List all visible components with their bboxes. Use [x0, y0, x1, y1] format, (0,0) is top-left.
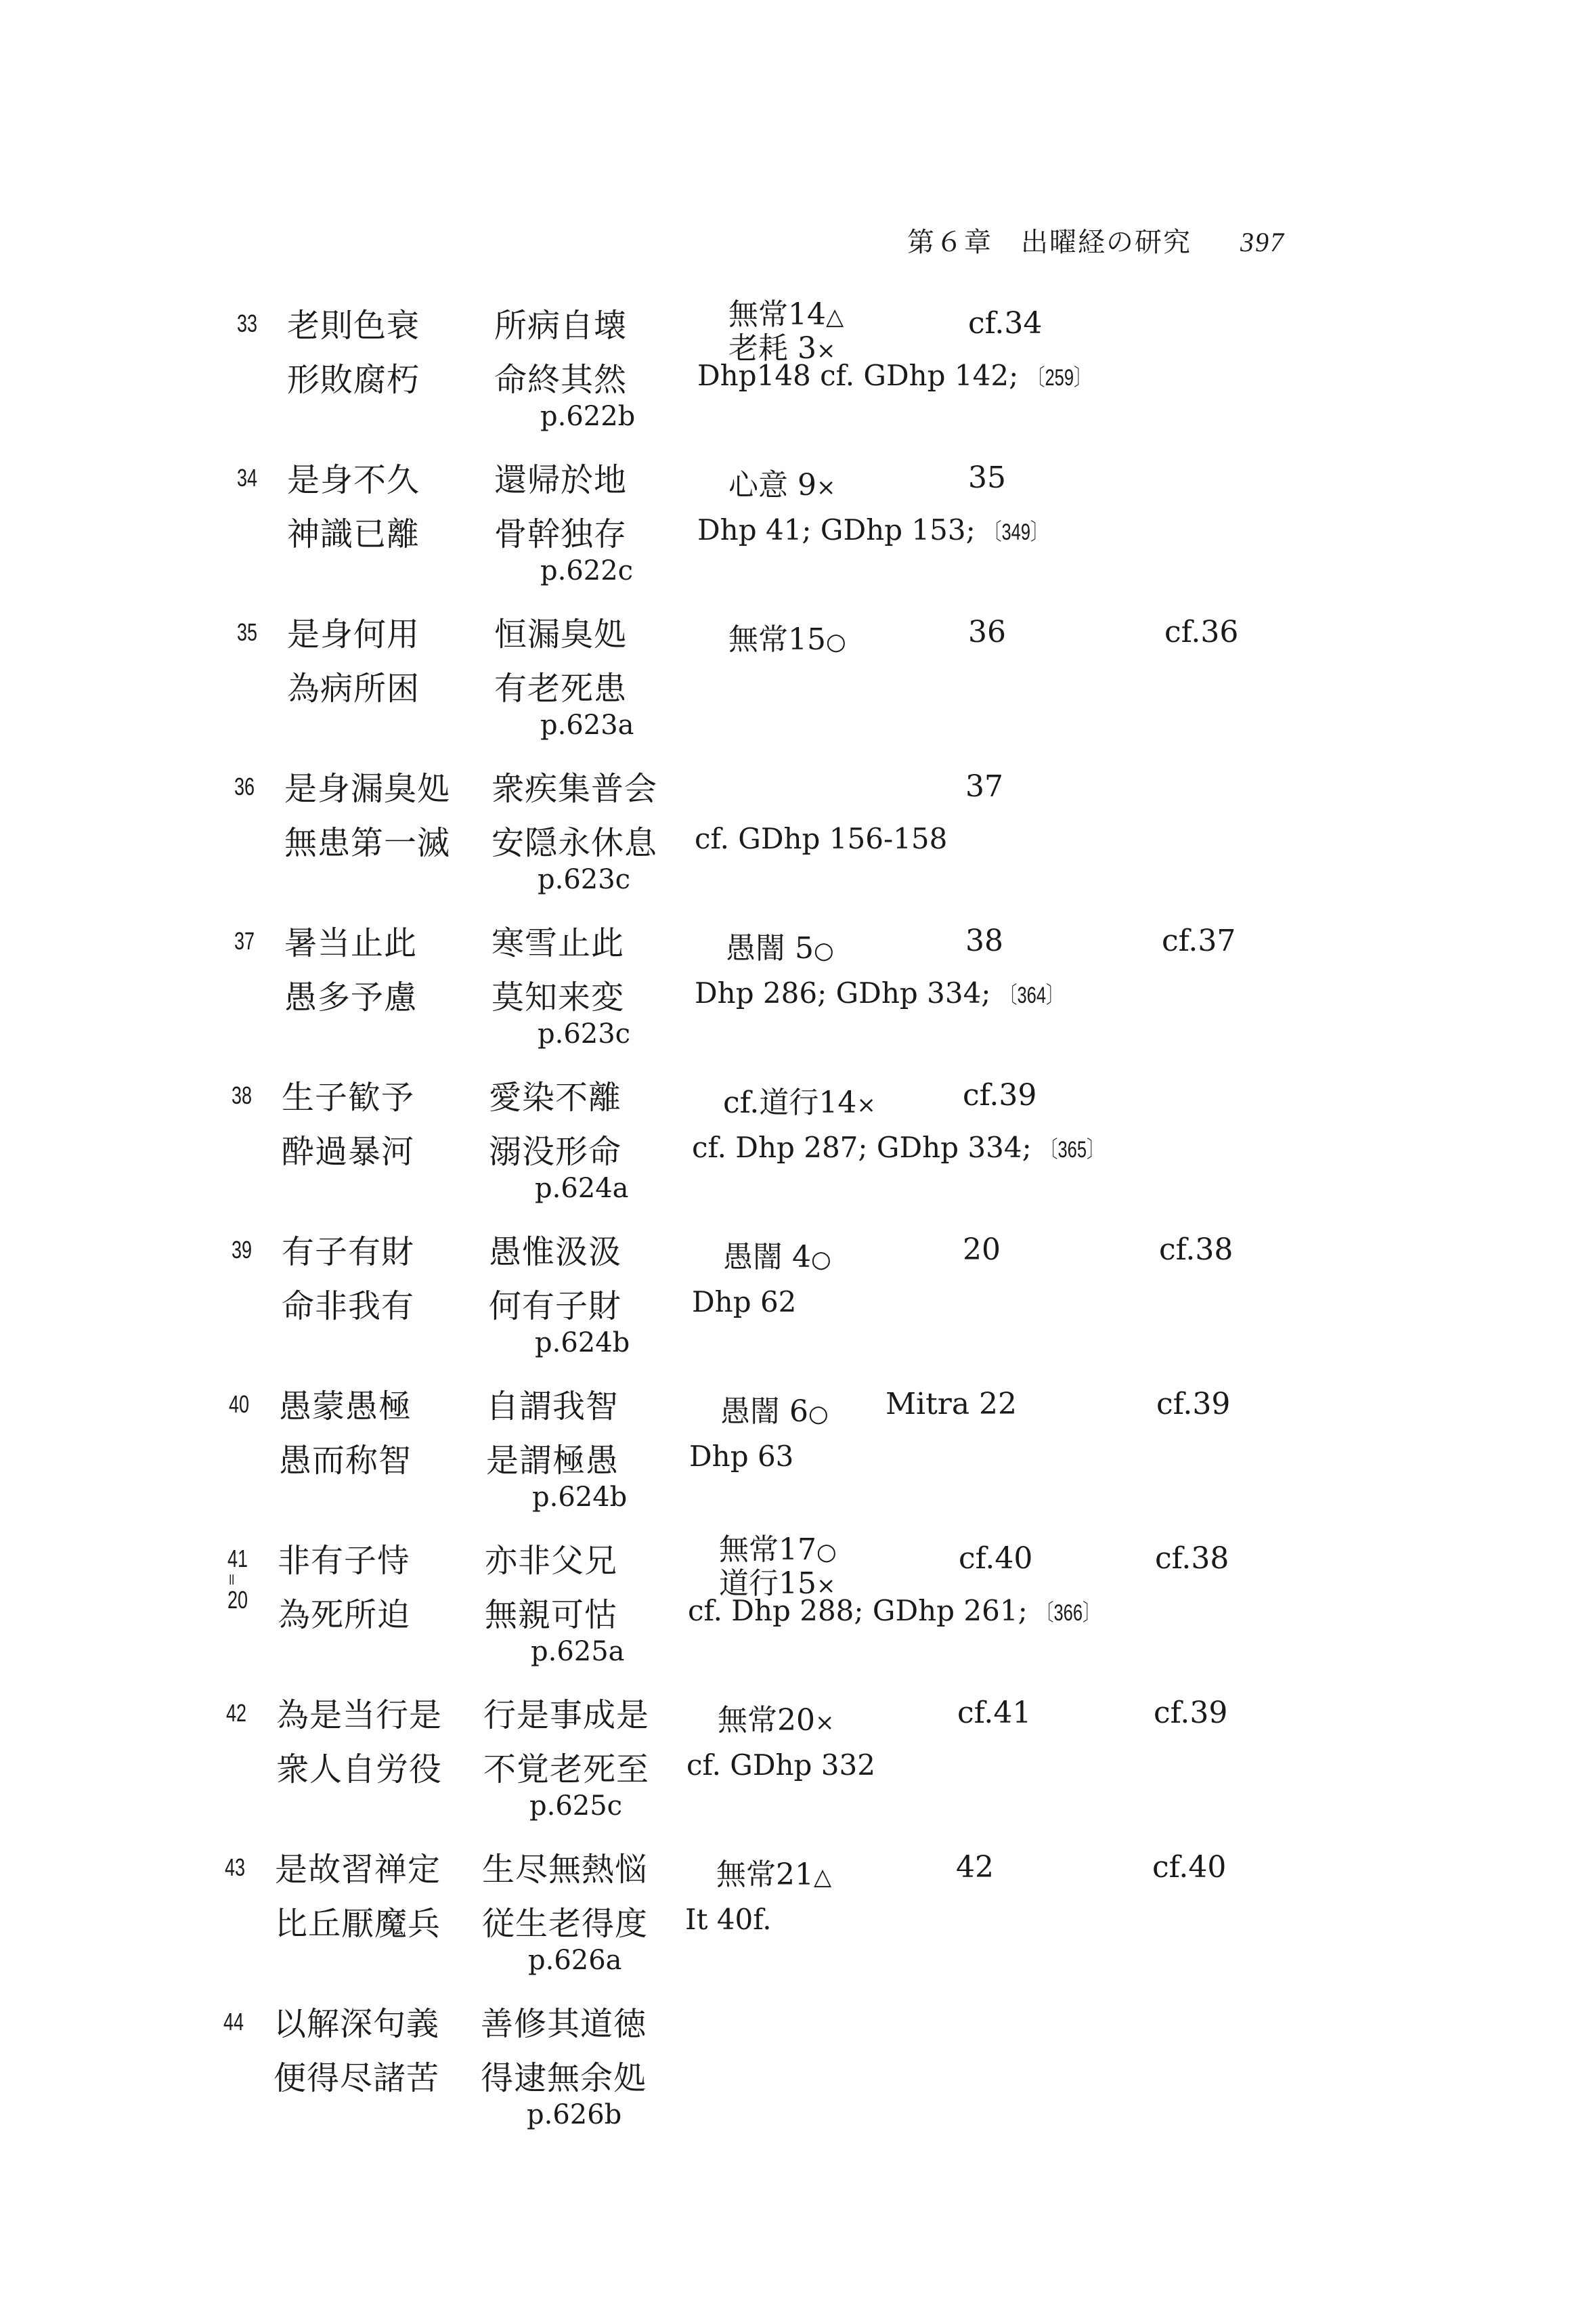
verse-number-main: 43 — [225, 1853, 246, 1881]
verse-line-a2: 愚而称智 — [279, 1442, 412, 1480]
pali-gandhari-ref-text: cf. Dhp 287; GDhp 334; — [692, 1131, 1041, 1164]
cross-ref-right: cf.37 — [1162, 924, 1236, 958]
parallel-ref-1 — [726, 924, 834, 967]
parallel-ref-1 — [718, 1696, 835, 1739]
verse-line-b2: 命終其然 — [494, 361, 628, 399]
verse-table — [0, 298, 1572, 2151]
taisho-page-ref: p.624b — [532, 1482, 628, 1513]
verse-number-main: 35 — [237, 618, 258, 646]
pali-gandhari-ref — [686, 1748, 875, 1782]
cross-ref-right: cf.36 — [1164, 615, 1239, 649]
pali-gandhari-ref-text: cf. GDhp 156-158 — [695, 822, 948, 855]
verse-entry — [0, 1687, 1572, 1842]
parallel-ref-1-text: 愚闇 5 — [726, 931, 814, 966]
bracket-ref-number: 〔365〕 — [1041, 1137, 1104, 1163]
cross-ref-middle: cf.39 — [963, 1078, 1037, 1113]
verse-line-a2: 為死所迫 — [278, 1596, 411, 1634]
parallel-ref-2-text: 老耗 3 — [728, 331, 816, 366]
verse-line-b2: 骨幹独存 — [494, 515, 628, 553]
pali-gandhari-ref-text: cf. GDhp 332 — [686, 1748, 875, 1782]
cross-ref-right: cf.39 — [1156, 1387, 1231, 1421]
pali-gandhari-ref — [689, 1440, 793, 1473]
verse-line-a1: 生子歓予 — [282, 1079, 415, 1117]
verse-line-b1: 恒漏臭処 — [494, 616, 628, 653]
verse-line-a2: 比丘厭魔兵 — [275, 1905, 441, 1943]
bracket-ref-number: 〔366〕 — [1036, 1600, 1100, 1626]
parallel-ref-1-text: 無常20 — [718, 1703, 815, 1738]
verse-line-b1: 愚惟汲汲 — [489, 1233, 622, 1271]
parallel-ref-1 — [728, 615, 846, 658]
parallel-ref-1-mark: ○ — [816, 1538, 837, 1566]
verse-line-b2: 不覚老死至 — [483, 1750, 650, 1788]
parallel-ref-1-mark: △ — [814, 1864, 832, 1891]
verse-line-b1: 寒雪止此 — [492, 924, 625, 962]
chapter-title: 第６章 出曜経の研究 — [907, 227, 1192, 258]
taisho-page-ref: p.624b — [535, 1327, 630, 1358]
parallel-ref-1-mark: × — [816, 474, 836, 501]
parallel-ref-1-mark: ○ — [810, 1246, 831, 1273]
verse-line-b1: 愛染不離 — [489, 1079, 622, 1117]
parallel-ref-2-mark: × — [816, 337, 836, 364]
verse-line-b1: 生尽無熱悩 — [482, 1851, 649, 1889]
verse-number — [232, 1082, 252, 1109]
verse-number — [232, 1236, 252, 1264]
verse-number — [225, 1854, 245, 1881]
cross-ref-middle: 35 — [968, 460, 1006, 495]
verse-number — [237, 619, 257, 646]
parallel-ref-1 — [723, 1232, 831, 1276]
verse-line-a1: 為是当行是 — [276, 1696, 443, 1734]
parallel-ref-1-text: 無常15 — [728, 622, 826, 657]
cross-ref-right: cf.39 — [1154, 1696, 1228, 1730]
verse-entry — [0, 1842, 1572, 1996]
verse-line-a2: 神識已離 — [287, 515, 420, 553]
taisho-page-ref: p.623c — [538, 1018, 631, 1050]
taisho-page-ref: p.625c — [529, 1790, 623, 1822]
verse-number — [226, 1700, 246, 1727]
verse-number — [227, 1545, 248, 1614]
verse-line-a1: 以解深句義 — [274, 2005, 440, 2043]
verse-number — [237, 310, 257, 337]
pali-gandhari-ref-text: Dhp 41; GDhp 153; — [697, 513, 985, 546]
cross-ref-middle: 36 — [968, 615, 1006, 649]
verse-entry — [0, 1996, 1572, 2151]
parallel-ref-2-text: 道行15 — [719, 1566, 816, 1601]
verse-line-a1: 老則色衰 — [287, 307, 420, 345]
cross-ref-right: cf.38 — [1155, 1541, 1229, 1576]
parallel-ref-1-mark: × — [856, 1092, 876, 1119]
pali-gandhari-ref — [692, 1131, 1125, 1164]
parallel-ref-1-mark: △ — [826, 303, 844, 330]
verse-number-main: 44 — [223, 2008, 244, 2036]
verse-entry — [0, 452, 1572, 607]
parallel-ref-1-text: 無常21 — [716, 1857, 814, 1892]
verse-line-a2: 便得尽諸苦 — [274, 2059, 440, 2097]
verse-number — [237, 465, 257, 492]
verse-entry — [0, 607, 1572, 761]
verse-line-a2: 命非我有 — [282, 1287, 415, 1325]
verse-line-b1: 善修其道徳 — [481, 2005, 647, 2043]
cross-ref-middle: Mitra 22 — [886, 1387, 1018, 1421]
verse-entry — [0, 1379, 1572, 1533]
taisho-page-ref: p.626a — [528, 1945, 622, 1976]
verse-line-b1: 自謂我智 — [486, 1387, 619, 1425]
verse-entry — [0, 916, 1572, 1070]
parallel-ref-1 — [720, 1387, 829, 1430]
verse-number-parallel: 20 — [227, 1586, 248, 1614]
pali-gandhari-ref-text: Dhp 63 — [689, 1440, 794, 1473]
cross-ref-right: cf.40 — [1152, 1850, 1227, 1885]
verse-line-a1: 暑当止此 — [284, 924, 418, 962]
bracket-ref-number: 〔349〕 — [984, 519, 1048, 545]
verse-line-b2: 安隠永休息 — [492, 824, 658, 862]
verse-number-main: 38 — [232, 1081, 253, 1109]
taisho-page-ref: p.622c — [540, 555, 634, 586]
parallel-ref-1 — [716, 1850, 831, 1893]
cross-ref-middle: 38 — [965, 924, 1003, 958]
pali-gandhari-ref-text: Dhp148 cf. GDhp 142; — [697, 359, 1028, 392]
verse-line-b1: 還帰於地 — [494, 461, 628, 499]
bracket-ref-number: 〔259〕 — [1027, 365, 1091, 391]
verse-line-a2: 為病所困 — [287, 670, 420, 708]
verse-line-a1: 非有子恃 — [278, 1542, 411, 1580]
pali-gandhari-ref — [688, 1594, 1121, 1627]
verse-line-b2: 得逮無余処 — [481, 2059, 647, 2097]
parallel-ref-1-text: 無常17 — [719, 1532, 816, 1567]
verse-line-b2: 無親可怙 — [485, 1596, 618, 1634]
verse-line-a2: 愚多予慮 — [284, 978, 418, 1016]
verse-line-a2: 形敗腐朽 — [287, 361, 420, 399]
verse-line-a1: 有子有財 — [282, 1233, 415, 1271]
verse-entry — [0, 1070, 1572, 1224]
taisho-page-ref: p.623a — [540, 710, 634, 741]
parallel-ref-1-mark: ○ — [808, 1400, 829, 1427]
page-header — [907, 221, 1285, 259]
parallel-ref-1 — [723, 1078, 876, 1121]
verse-number-main: 33 — [237, 309, 258, 337]
verse-line-b2: 是謂極愚 — [486, 1442, 619, 1480]
parallel-ref-1-mark: ○ — [826, 628, 846, 655]
verse-entry — [0, 298, 1572, 452]
verse-number-main: 41 — [227, 1545, 248, 1572]
verse-line-a1: 是身何用 — [287, 616, 420, 653]
cross-ref-middle: 37 — [965, 769, 1003, 804]
verse-line-b2: 莫知来変 — [492, 978, 625, 1016]
page-number: 397 — [1240, 227, 1285, 257]
verse-entry — [0, 761, 1572, 916]
taisho-page-ref: p.623c — [538, 864, 631, 895]
pali-gandhari-ref — [685, 1903, 772, 1936]
taisho-page-ref: p.625a — [531, 1636, 625, 1667]
verse-entry — [0, 1224, 1572, 1379]
verse-line-a2: 無患第一滅 — [284, 824, 451, 862]
verse-number — [234, 928, 255, 955]
verse-line-b1: 亦非父兄 — [485, 1542, 618, 1580]
verse-number-main: 37 — [234, 927, 255, 955]
cross-ref-middle: cf.34 — [968, 306, 1043, 341]
pali-gandhari-ref-text: Dhp 286; GDhp 334; — [695, 976, 1000, 1010]
verse-line-a2: 衆人自労役 — [276, 1750, 443, 1788]
parallel-ref-1-mark: ○ — [813, 937, 834, 964]
taisho-page-ref: p.624a — [535, 1173, 629, 1204]
verse-number — [234, 773, 255, 800]
parallel-ref-1-mark: × — [815, 1709, 835, 1736]
parallel-ref-1-text: 心意 9 — [728, 468, 816, 502]
cross-ref-middle: 20 — [963, 1232, 1001, 1267]
taisho-page-ref: p.626b — [527, 2099, 622, 2130]
verse-number-main: 42 — [226, 1699, 247, 1727]
verse-line-a1: 愚蒙愚極 — [279, 1387, 412, 1425]
parallel-ref-1-text: 無常14 — [728, 297, 826, 332]
pali-gandhari-ref — [697, 359, 1112, 392]
parallel-ref-1-text: cf.道行14 — [723, 1085, 857, 1120]
verse-line-b1: 所病自壊 — [494, 307, 628, 345]
parallel-ref-1 — [728, 460, 835, 504]
verse-number — [229, 1391, 249, 1418]
verse-number-main: 34 — [237, 464, 258, 492]
bracket-ref-number: 〔364〕 — [999, 983, 1064, 1008]
pali-gandhari-ref-text: cf. Dhp 288; GDhp 261; — [688, 1594, 1037, 1627]
verse-line-b2: 従生老得度 — [482, 1905, 649, 1943]
verse-number — [223, 2008, 244, 2036]
cross-ref-middle: 42 — [956, 1850, 994, 1885]
verse-number-main: 36 — [234, 773, 255, 800]
cross-ref-middle: cf.40 — [959, 1541, 1033, 1576]
verse-line-b2: 有老死患 — [494, 670, 628, 708]
verse-entry — [0, 1533, 1572, 1687]
pali-gandhari-ref — [697, 513, 1069, 546]
taisho-page-ref: p.622b — [540, 401, 636, 432]
pali-gandhari-ref — [695, 822, 947, 855]
parallel-ref-2-mark: × — [816, 1572, 836, 1599]
verse-number-equals: ॥ — [227, 1570, 235, 1589]
verse-number-main: 40 — [229, 1390, 250, 1418]
verse-line-b1: 行是事成是 — [483, 1696, 650, 1734]
pali-gandhari-ref — [695, 976, 1085, 1010]
parallel-ref-1-text: 愚闇 4 — [723, 1240, 811, 1274]
verse-line-b2: 何有子財 — [489, 1287, 622, 1325]
pali-gandhari-ref-text: Dhp 62 — [692, 1285, 797, 1318]
cross-ref-right: cf.38 — [1159, 1232, 1233, 1267]
verse-line-a1: 是故習禅定 — [275, 1851, 441, 1889]
verse-line-a1: 是身漏臭処 — [284, 770, 451, 808]
parallel-ref-1-text: 愚闇 6 — [720, 1394, 808, 1429]
cross-ref-middle: cf.41 — [957, 1696, 1032, 1730]
verse-line-b2: 溺没形命 — [489, 1133, 622, 1171]
pali-gandhari-ref — [692, 1285, 796, 1318]
verse-line-b1: 衆疾集普会 — [492, 770, 658, 808]
verse-line-a1: 是身不久 — [287, 461, 420, 499]
pali-gandhari-ref-text: It 40f. — [685, 1903, 772, 1936]
verse-number-main: 39 — [232, 1236, 253, 1264]
verse-line-a2: 酔過暴河 — [282, 1133, 415, 1171]
